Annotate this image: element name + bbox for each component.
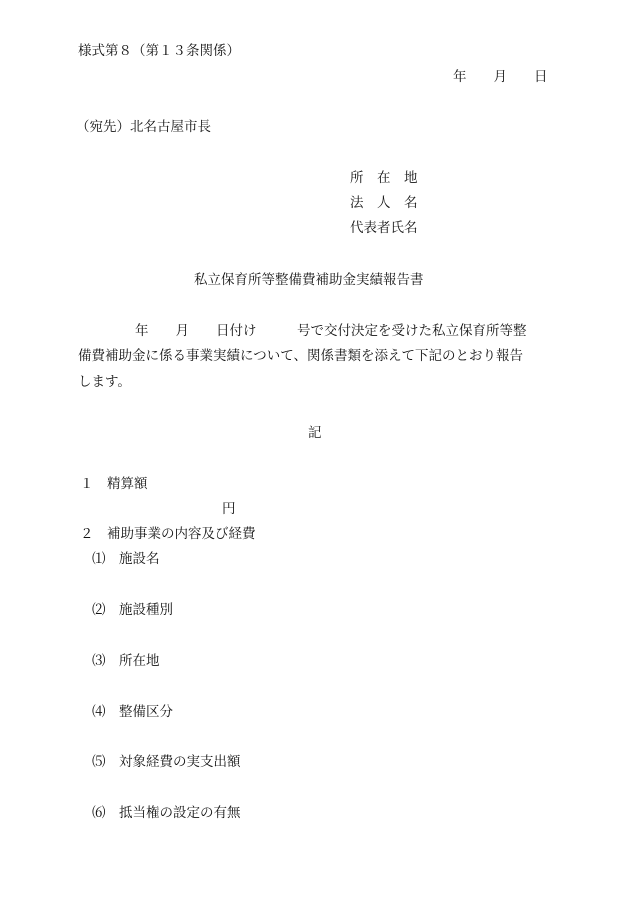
sub-item-actual-expenditure: ⑸ 対象経費の実支出額 bbox=[92, 754, 241, 770]
item1-settlement-amount: １ 精算額 bbox=[80, 476, 148, 492]
sub-item-facility-type: ⑵ 施設種別 bbox=[92, 602, 173, 618]
document-title: 私立保育所等整備費補助金実績報告書 bbox=[194, 272, 424, 288]
body-line-1: 年 月 日付け 号で交付決定を受けた私立保育所等整 bbox=[135, 323, 527, 339]
form-number: 様式第８（第１３条関係） bbox=[78, 43, 240, 59]
date-line: 年 月 日 bbox=[453, 69, 548, 85]
addressee: （宛先）北名古屋市長 bbox=[76, 119, 211, 135]
body-line-3: します。 bbox=[78, 374, 131, 390]
sub-item-maintenance-category: ⑷ 整備区分 bbox=[92, 704, 173, 720]
item2-project-content: ２ 補助事業の内容及び経費 bbox=[80, 526, 256, 542]
sub-item-location: ⑶ 所在地 bbox=[92, 653, 160, 669]
sub-item-mortgage-status: ⑹ 抵当権の設定の有無 bbox=[92, 805, 241, 821]
ki-heading: 記 bbox=[308, 425, 322, 441]
item1-yen-unit: 円 bbox=[222, 501, 236, 517]
address-label: 所 在 地 bbox=[350, 170, 418, 186]
sub-item-facility-name: ⑴ 施設名 bbox=[92, 551, 160, 567]
representative-label: 代表者氏名 bbox=[350, 220, 418, 236]
corp-name-label: 法 人 名 bbox=[350, 195, 418, 211]
body-line-2: 備費補助金に係る事業実績について、関係書類を添えて下記のとおり報告 bbox=[78, 348, 523, 364]
